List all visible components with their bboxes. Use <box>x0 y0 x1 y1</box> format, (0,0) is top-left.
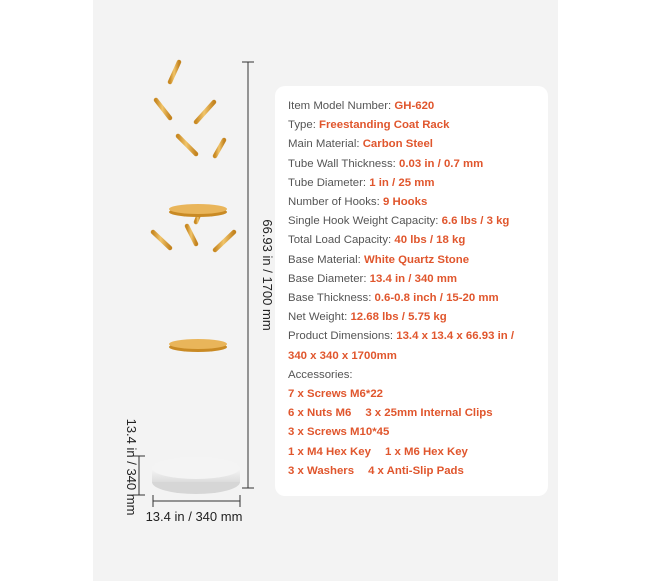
accessories-heading: Accessories: <box>288 368 353 381</box>
spec-row-hooks: Number of Hooks: 9 Hooks <box>288 196 428 209</box>
spec-row-material: Main Material: Carbon Steel <box>288 138 433 151</box>
accessory-row: 3 x Washers 4 x Anti-Slip Pads <box>288 464 464 477</box>
spec-row-net-weight: Net Weight: 12.68 lbs / 5.75 kg <box>288 311 447 324</box>
base-width-dimension-line <box>153 495 240 507</box>
spec-row-dimensions: Product Dimensions: 13.4 x 13.4 x 66.93 in / <box>288 330 515 343</box>
height-dimension-label: 66.93 in / 1700 mm <box>260 219 275 331</box>
spec-row-dimensions-metric: 340 x 340 x 1700mm <box>288 349 397 362</box>
base-height-dimension-label: 13.4 in / 340 mm <box>124 418 139 516</box>
spec-row-tube-wall: Tube Wall Thickness: 0.03 in / 0.7 mm <box>288 157 484 170</box>
spec-row-total-load: Total Load Capacity: 40 lbs / 18 kg <box>288 234 466 247</box>
lower-shelf <box>169 339 227 352</box>
accessory-row: 7 x Screws M6*22 <box>288 388 383 401</box>
accessory-row: 6 x Nuts M6 3 x 25mm Internal Clips <box>288 407 493 420</box>
height-dimension-line <box>242 62 254 488</box>
spec-row-tube-diameter: Tube Diameter: 1 in / 25 mm <box>288 176 435 189</box>
spec-row-base-thickness: Base Thickness: 0.6-0.8 inch / 15-20 mm <box>288 292 499 305</box>
rack-poles <box>170 66 215 468</box>
spec-list <box>288 97 543 481</box>
base-width-dimension-label: 13.4 in / 340 mm <box>145 509 243 524</box>
upper-shelf <box>169 204 227 217</box>
spec-row-model: Item Model Number: GH-620 <box>288 100 435 112</box>
spec-row-base-material: Base Material: White Quartz Stone <box>288 253 470 266</box>
accessory-row: 1 x M4 Hex Key 1 x M6 Hex Key <box>288 445 468 458</box>
spec-row-type: Type: Freestanding Coat Rack <box>288 119 450 132</box>
spec-row-hook-capacity: Single Hook Weight Capacity: 6.6 lbs / 3 kg <box>288 215 510 228</box>
spec-row-base-diameter: Base Diameter: 13.4 in / 340 mm <box>288 272 458 285</box>
accessory-row: 3 x Screws M10*45 <box>288 426 390 439</box>
